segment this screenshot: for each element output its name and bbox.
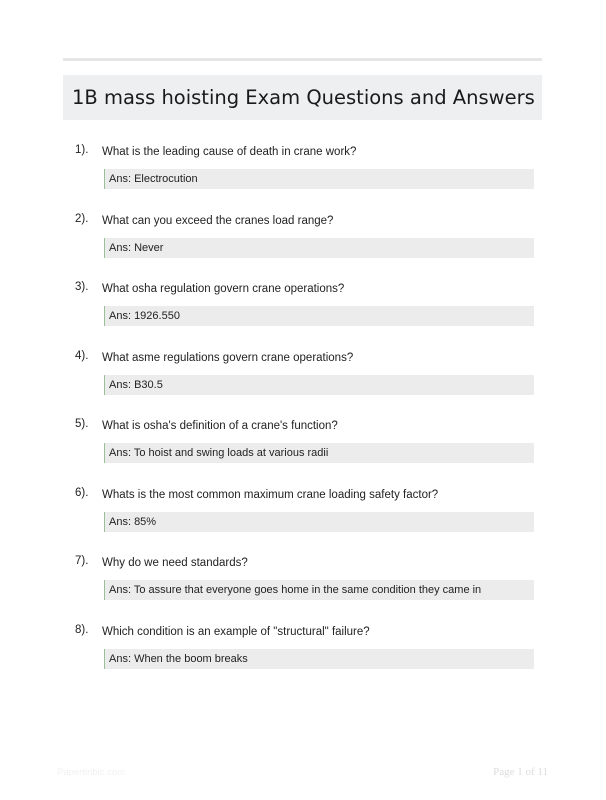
answer-box xyxy=(104,580,534,600)
answer-box xyxy=(104,306,534,326)
question-text: Which condition is an example of "structural" failure? xyxy=(102,625,370,638)
question-number: 4). xyxy=(75,349,89,362)
answer-box xyxy=(104,169,534,189)
answer-box xyxy=(104,512,534,532)
page-number: Page 1 of 11 xyxy=(493,766,548,778)
question-number: 8). xyxy=(75,623,89,636)
answer-text: Ans: Never xyxy=(109,241,164,254)
answer-text: Ans: B30.5 xyxy=(109,378,163,391)
question-number: 2). xyxy=(75,212,89,225)
question-text: Why do we need standards? xyxy=(102,557,248,569)
title-banner xyxy=(63,75,542,120)
question-text: What osha regulation govern crane operations? xyxy=(102,283,345,295)
question-text: What is osha's definition of a crane's function? xyxy=(102,420,338,432)
answer-text: Ans: When the boom breaks xyxy=(109,652,248,665)
question-number: 7). xyxy=(75,555,89,567)
qa-item xyxy=(0,211,606,280)
question-text: What is the leading cause of death in crane work? xyxy=(102,146,357,158)
answer-box xyxy=(104,238,534,258)
qa-item xyxy=(0,622,606,691)
question-text: What asme regulations govern crane operations? xyxy=(102,351,354,364)
answer-text: Ans: 85% xyxy=(109,515,157,528)
qa-item xyxy=(0,279,606,348)
qa-list xyxy=(0,142,606,690)
answer-box xyxy=(104,375,534,395)
question-text: Whats is the most common maximum crane loading safety factor? xyxy=(102,488,439,501)
answer-box xyxy=(104,443,534,463)
qa-item xyxy=(0,485,606,554)
answer-text: Ans: Electrocution xyxy=(109,173,198,185)
answer-text: Ans: 1926.550 xyxy=(109,310,180,322)
question-text: What can you exceed the cranes load range? xyxy=(102,214,334,227)
footer-watermark: Papertinbic.com xyxy=(57,767,126,778)
answer-text: Ans: To assure that everyone goes home in the same condition they came in xyxy=(109,584,482,596)
page-title: 1B mass hoisting Exam Questions and Answers xyxy=(72,86,535,109)
qa-item xyxy=(0,416,606,485)
qa-item xyxy=(0,142,606,211)
qa-item xyxy=(0,553,606,622)
qa-item xyxy=(0,348,606,417)
question-number: 3). xyxy=(75,281,89,293)
question-number: 5). xyxy=(75,418,89,430)
question-number: 1). xyxy=(75,144,89,156)
question-number: 6). xyxy=(75,486,89,499)
answer-text: Ans: To hoist and swing loads at various radii xyxy=(109,447,329,459)
top-divider xyxy=(63,58,542,61)
answer-box xyxy=(104,649,534,669)
